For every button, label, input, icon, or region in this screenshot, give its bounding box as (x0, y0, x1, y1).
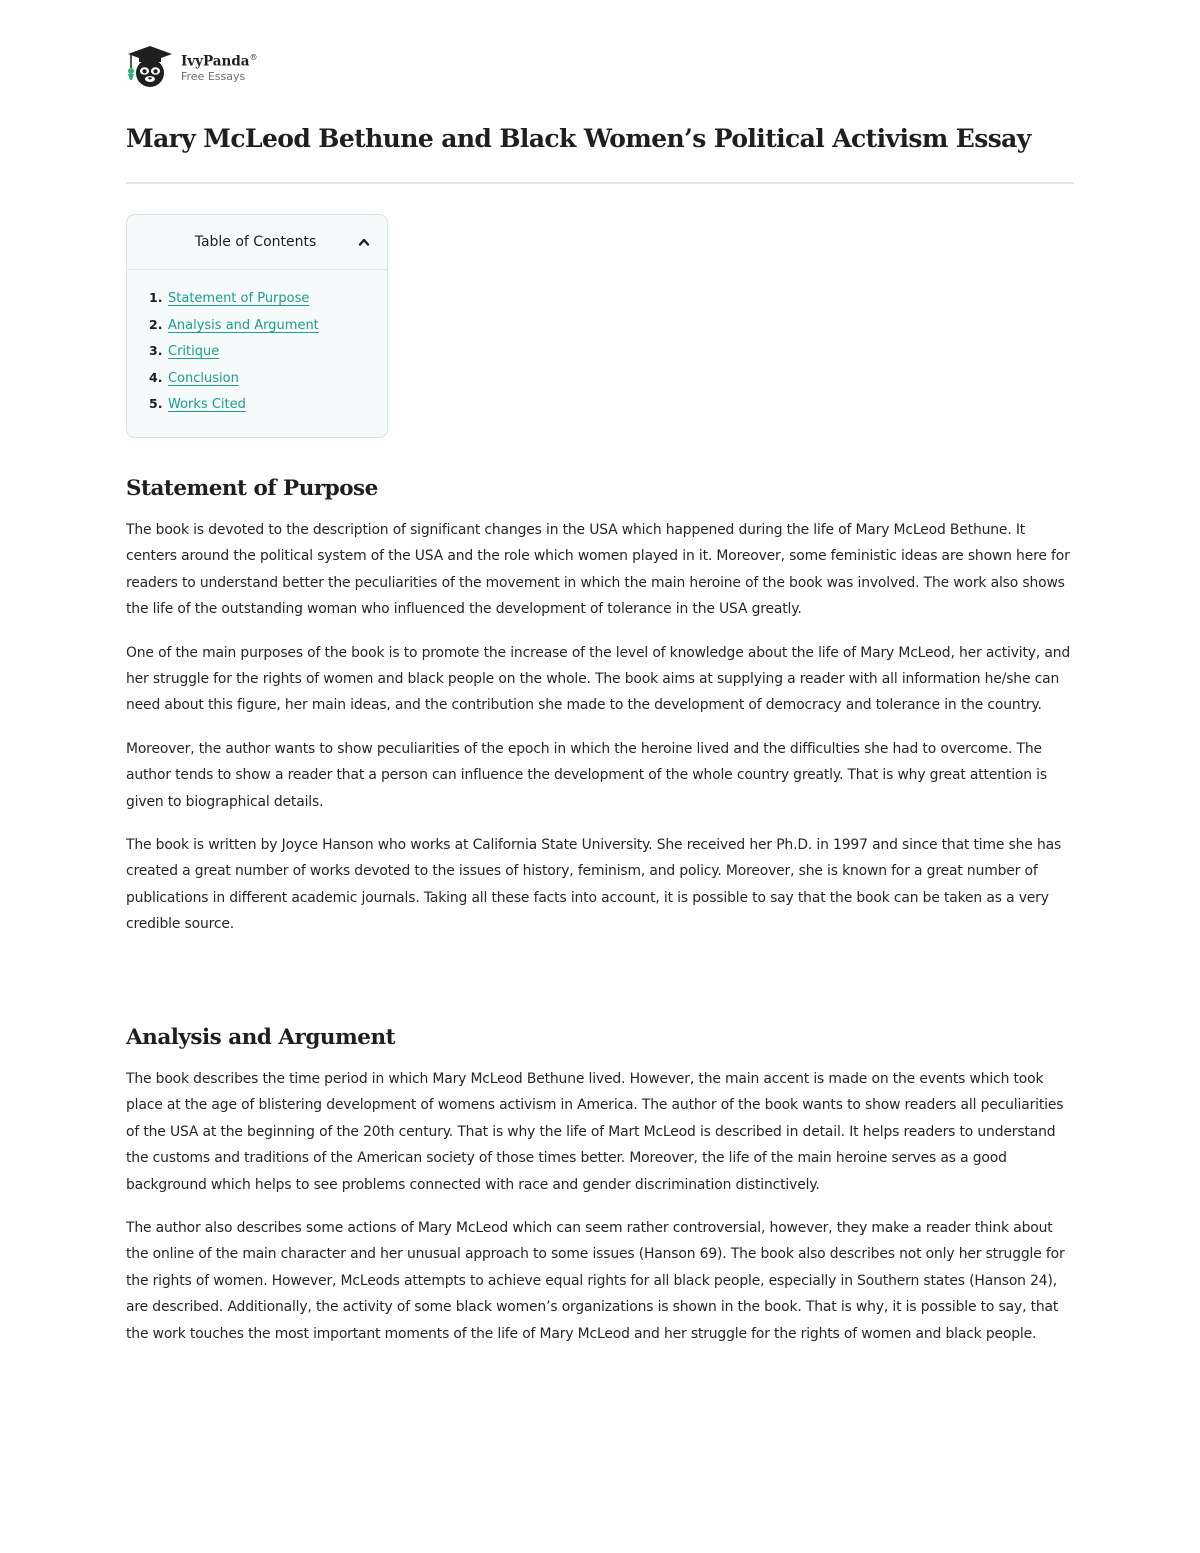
table-of-contents (126, 214, 388, 438)
paragraph: The book is devoted to the description of significant changes in the USA which happened during the life of Mary McLeod Bethune. It centers around the political system of the USA and the role which women played in it. Moreover, some feministic ideas are shown here for readers to understand better the peculiarities of the movement in which the main heroine of the book was involved. The work also shows the life of the outstanding woman who influenced the development of tolerance in the USA greatly. (126, 522, 1070, 618)
toc-item-number: 5. (149, 396, 163, 411)
paragraph: The book describes the time period in which Mary McLeod Bethune lived. However, the main accent is made on the events which took place at the age of blistering development of womens activism in America. The author of the book wants to show readers all peculiarities of the USA at the beginning of the 20th century. That is why the life of Mart McLeod is described in detail. It helps readers to understand the customs and traditions of the American society of those times better. Moreover, the life of the main heroine serves as a good background which helps to see problems connected with race and gender discrimination distinctively. (126, 1071, 1064, 1193)
toc-list (127, 270, 387, 423)
paragraph: Moreover, the author wants to show peculiarities of the epoch in which the heroine lived and the difficulties she had to overcome. The author tends to show a reader that a person can influence the development of the whole country greatly. That is why great attention is given to biographical details. (126, 740, 1047, 810)
section-heading: Analysis and Argument (126, 1025, 396, 1050)
section-analysis-and-argument (126, 1025, 1074, 1364)
toc-link-critique[interactable]: Critique (168, 344, 220, 359)
brand-text (181, 50, 258, 85)
toc-item (149, 290, 387, 317)
section-statement-of-purpose (126, 476, 1074, 955)
toc-link-works-cited[interactable]: Works Cited (168, 397, 246, 412)
toc-item (149, 396, 387, 423)
paragraph: The author also describes some actions of Mary McLeod which can seem rather controversial, however, they make a reader think about the online of the main character and her unusual approach to some issues (Hanson 69). The book also describes not only her struggle for the rights of women. However, McLeods attempts to achieve equal rights for all black people, especially in Southern states (Hanson 24), are described. Additionally, the activity of some black women’s organizations is shown in the book. That is why, it is possible to say, that the work touches the most important moments of the life of Mary McLeod and her struggle for the rights of women and black people. (126, 1220, 1065, 1342)
toc-title: Table of Contents (194, 234, 317, 250)
toc-item (149, 343, 387, 370)
toc-item (149, 370, 387, 397)
chevron-up-icon[interactable] (358, 237, 370, 247)
paragraph: One of the main purposes of the book is to promote the increase of the level of knowledge about the life of Mary McLeod, her activity, and her struggle for the rights of women and black people on the whole. The book aims at supplying a reader with all information he/she can need about this figure, her main ideas, and the contribution she made to the development of democracy and tolerance in the country. (126, 644, 1071, 714)
paragraph: The book is written by Joyce Hanson who works at California State University. She received her Ph.D. in 1997 and since that time she has created a great number of works devoted to the issues of history, feminism, and policy. Moreover, she is known for a great number of publications in different academic journals. Taking all these facts into account, it is possible to say that the book can be taken as a very credible source. (126, 837, 1062, 933)
toc-header[interactable] (127, 215, 387, 270)
toc-item-number: 4. (149, 369, 163, 385)
graduation-panda-icon (126, 44, 174, 90)
section-heading: Statement of Purpose (126, 476, 378, 501)
toc-link-analysis-and-argument[interactable]: Analysis and Argument (168, 317, 319, 333)
page-title: Mary McLeod Bethune and Black Women’s Political Activism Essay (126, 124, 1031, 153)
brand-subtitle: Free Essays (181, 70, 246, 84)
toc-link-conclusion[interactable]: Conclusion (168, 370, 239, 386)
brand-logo[interactable] (126, 44, 258, 90)
title-divider (126, 182, 1074, 184)
toc-item (149, 317, 387, 344)
toc-item-number: 2. (149, 316, 163, 332)
brand-name: IvyPanda (181, 53, 250, 70)
registered-mark: ® (249, 52, 258, 62)
toc-item-number: 3. (149, 343, 163, 358)
toc-link-statement-of-purpose[interactable]: Statement of Purpose (168, 291, 310, 306)
toc-item-number: 1. (149, 290, 163, 305)
